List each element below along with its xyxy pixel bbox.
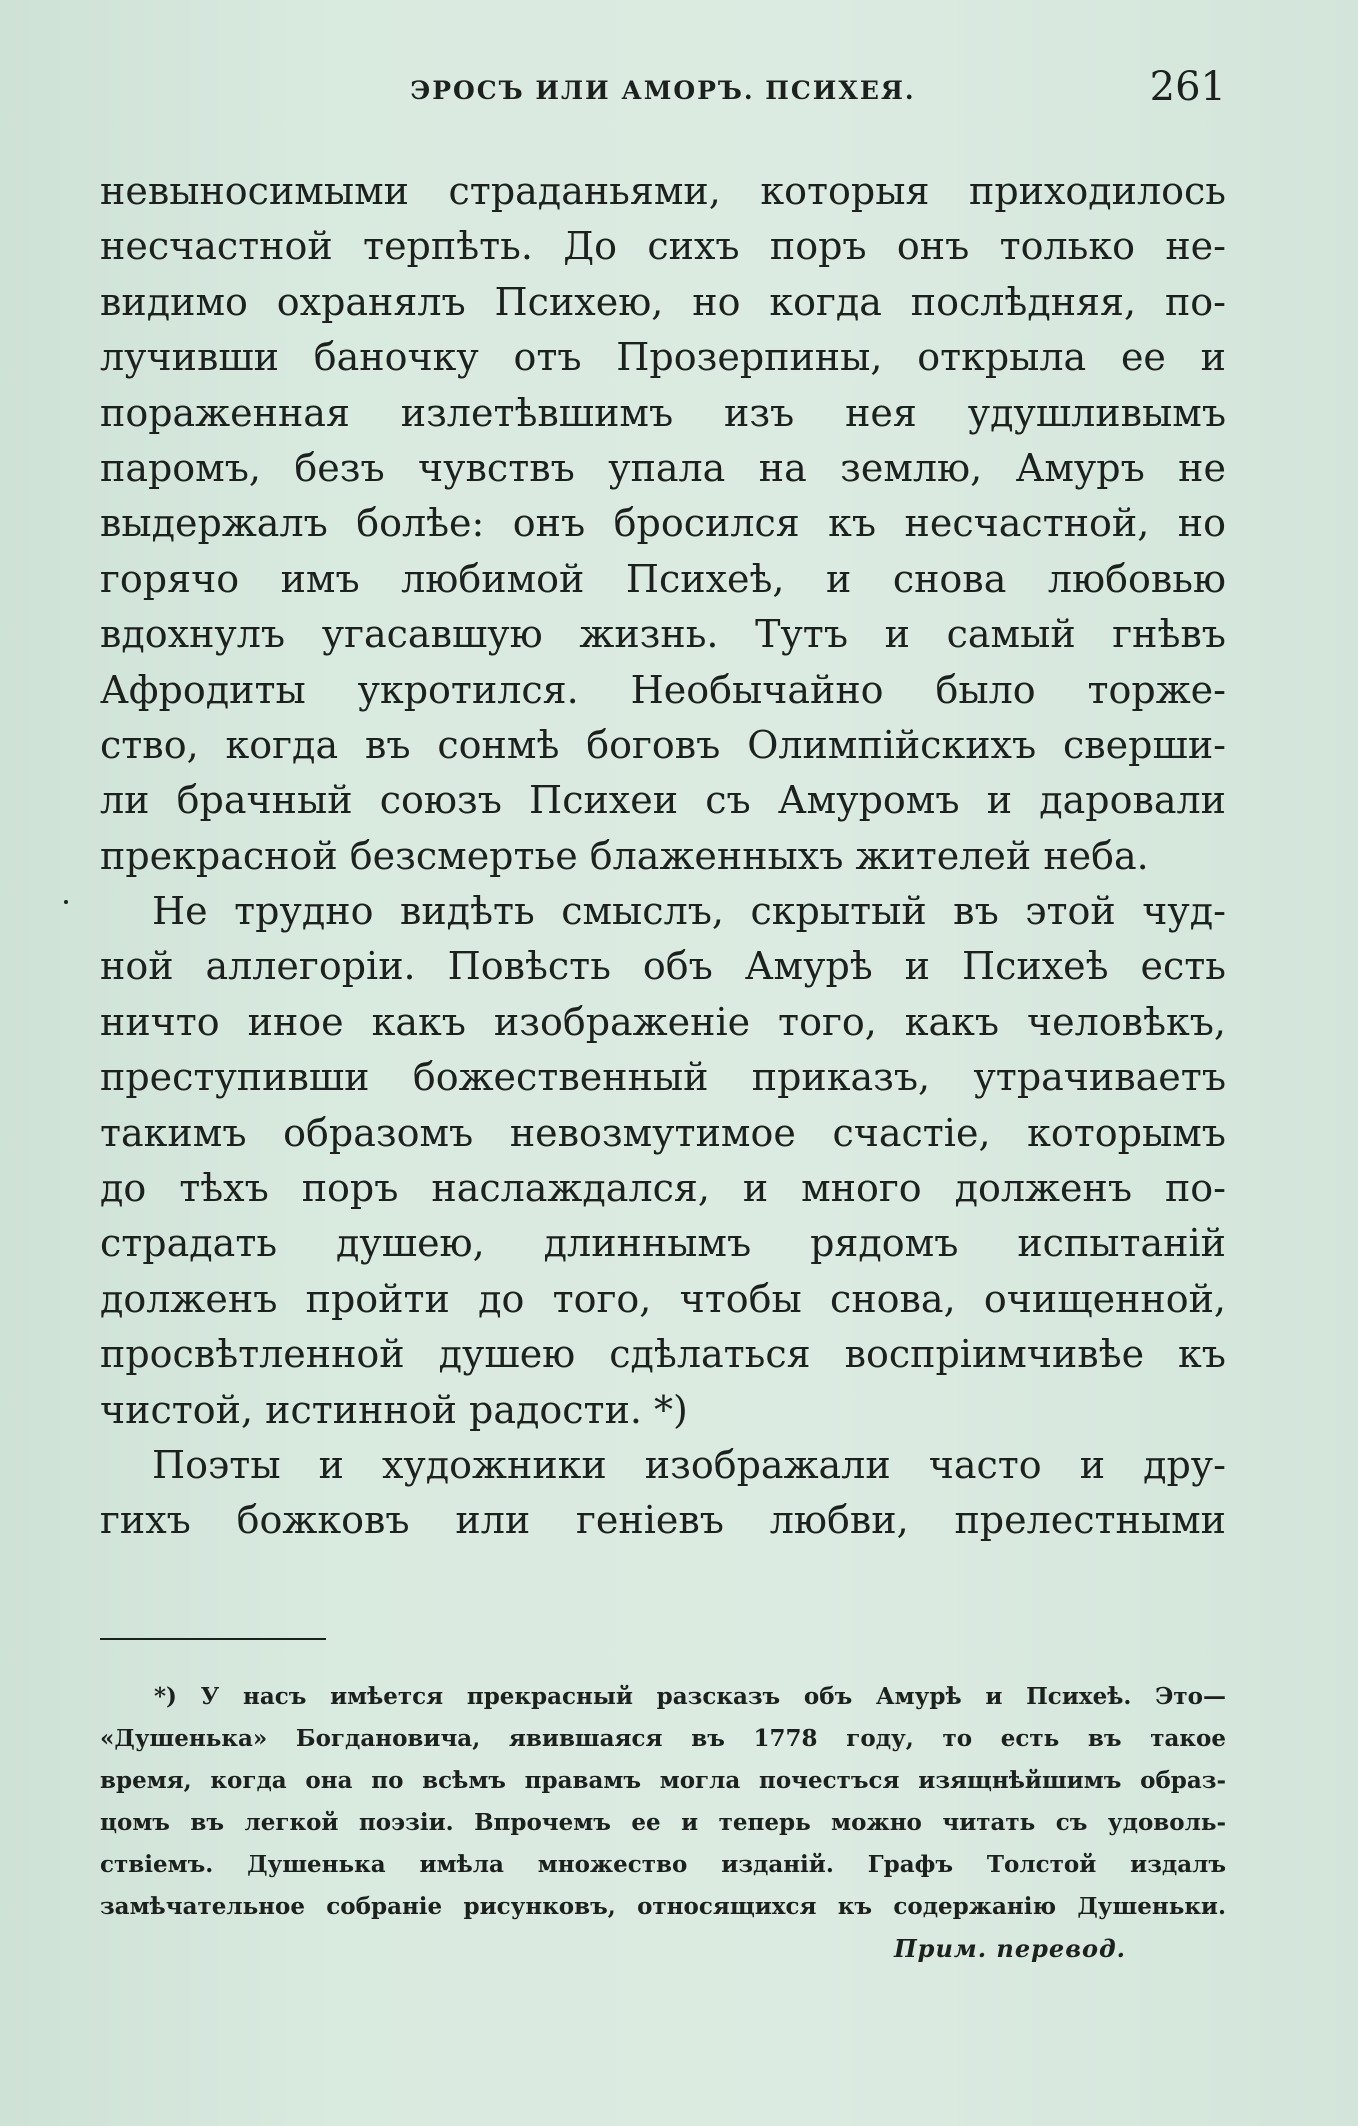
- text-line: Афродиты укротился. Необычайно было торже-: [100, 667, 1226, 712]
- footnote-line: ствіемъ. Душенька имѣла множество изданій. Графъ Толстой издалъ: [100, 1851, 1226, 1878]
- text-line: видимо охранялъ Психею, но когда послѣдняя, по-: [100, 279, 1226, 324]
- ink-speck: [64, 900, 68, 904]
- paragraph-end-line: чистой, истинной радости. *): [100, 1387, 688, 1432]
- text-line: ство, когда въ сонмѣ боговъ Олимпійскихъ сверши-: [100, 722, 1226, 767]
- text-line: гихъ божковъ или геніевъ любви, прелестными: [100, 1498, 1226, 1543]
- footnote: [100, 1676, 1226, 1970]
- text-line: горячо имъ любимой Психеѣ, и снова любовью: [100, 556, 1226, 601]
- running-head: ЭРОСЪ ИЛИ АМОРЪ. ПСИХЕЯ.: [410, 76, 916, 105]
- text-line: невыносимыми страданьями, которыя приходилось: [100, 169, 1226, 213]
- text-line: до тѣхъ поръ наслаждался, и много долженъ по-: [100, 1166, 1226, 1211]
- paragraph-end-line: прекрасной безсмертье блаженныхъ жителей неба.: [100, 833, 1149, 878]
- text-line: такимъ образомъ невозмутимое счастіе, которымъ: [100, 1110, 1226, 1155]
- text-line: лучивши баночку отъ Прозерпины, открыла ее и: [100, 335, 1226, 380]
- text-line: несчастной терпѣть. До сихъ поръ онъ только не-: [100, 224, 1226, 269]
- body-text: [100, 164, 1226, 1549]
- footnote-signature: Прим. перевод.: [893, 1934, 1126, 1963]
- text-line: ной аллегоріи. Повѣсть объ Амурѣ и Психеѣ есть: [100, 944, 1226, 989]
- footnote-line: «Душенька» Богдановича, явившаяся въ 1778 году, то есть въ такое: [100, 1725, 1226, 1752]
- text-line: просвѣтленной душею сдѣлаться воспріимчивѣе къ: [100, 1332, 1226, 1377]
- page-number: 261: [1149, 64, 1226, 110]
- text-line: ли брачный союзъ Психеи съ Амуромъ и даровали: [100, 778, 1226, 823]
- footnote-line: цомъ въ легкой поэзіи. Впрочемъ ее и теперь можно читать съ удоволь-: [100, 1809, 1226, 1836]
- text-line: паромъ, безъ чувствъ упала на землю, Амуръ не: [100, 445, 1226, 490]
- text-line: страдать душею, длиннымъ рядомъ испытаній: [100, 1221, 1226, 1266]
- text-line: преступивши божественный приказъ, утрачиваетъ: [100, 1055, 1226, 1100]
- paragraph-first-line: Поэты и художники изображали часто и дру-: [152, 1442, 1226, 1487]
- page-header: [100, 64, 1226, 124]
- footnote-line: замѣчательное собраніе рисунковъ, относящихся къ содержанію Душеньки.: [100, 1893, 1226, 1920]
- paragraph-first-line: Не трудно видѣть смыслъ, скрытый въ этой чуд-: [152, 889, 1226, 934]
- text-line: пораженная излетѣвшимъ изъ нея удушливымъ: [100, 390, 1226, 435]
- footnote-line: *) У насъ имѣется прекрасный разсказъ объ Амурѣ и Психеѣ. Это—: [154, 1683, 1226, 1710]
- text-line: выдержалъ болѣе: онъ бросился къ несчастной, но: [100, 501, 1226, 546]
- footnote-line: время, когда она по всѣмъ правамъ могла почестъся изящнѣйшимъ образ-: [100, 1767, 1226, 1794]
- text-line: долженъ пройти до того, чтобы снова, очищенной,: [100, 1276, 1226, 1321]
- text-line: ничто иное какъ изображеніе того, какъ человѣкъ,: [100, 999, 1226, 1044]
- footnote-rule: [100, 1638, 326, 1640]
- text-line: вдохнулъ угасавшую жизнь. Тутъ и самый гнѣвъ: [100, 612, 1226, 657]
